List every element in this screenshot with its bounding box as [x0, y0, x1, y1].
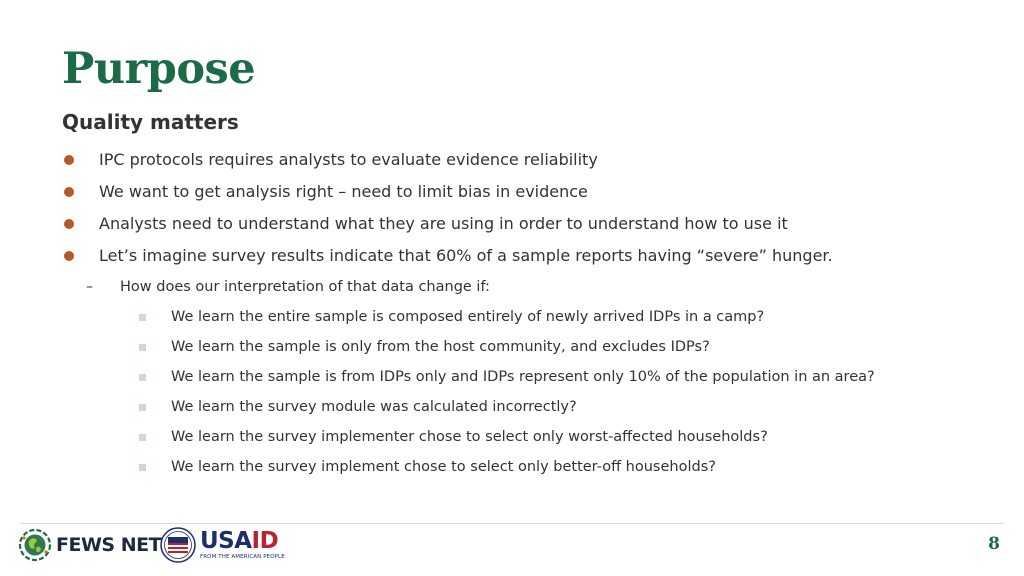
bullet-dot-icon	[64, 219, 74, 229]
fews-net-logo-text: FEWS NET	[56, 534, 162, 556]
sub-sub-bullet-item	[171, 426, 768, 448]
globe-icon	[18, 528, 52, 562]
sub-bullet-item	[86, 276, 490, 298]
slide-title: Purpose	[62, 44, 256, 94]
sub-sub-bullet-text: We learn the sample is only from the host community, and excludes IDPs?	[171, 339, 710, 355]
bullet-item	[99, 244, 833, 268]
usaid-wordmark	[200, 527, 285, 554]
square-bullet-icon	[139, 374, 146, 381]
square-bullet-icon	[139, 314, 146, 321]
square-bullet-icon	[139, 464, 146, 471]
sub-sub-bullet-item	[171, 366, 875, 388]
slide-subtitle: Quality matters	[62, 110, 239, 134]
bullet-item	[99, 180, 588, 204]
sub-sub-bullet-text: We learn the sample is from IDPs only and IDPs represent only 10% of the population in an area?	[171, 369, 875, 385]
footer-divider	[20, 523, 1004, 524]
bullet-dot-icon	[64, 155, 74, 165]
bullet-dot-icon	[64, 187, 74, 197]
bullet-item	[99, 148, 598, 172]
page-number: 8	[988, 534, 1000, 554]
usaid-logo	[160, 526, 285, 564]
dash-icon: –	[86, 279, 93, 295]
usaid-wordmark-id: ID	[251, 527, 279, 554]
sub-sub-bullet-item	[171, 336, 710, 358]
sub-sub-bullet-text: We learn the entire sample is composed entirely of newly arrived IDPs in a camp?	[171, 309, 765, 325]
square-bullet-icon	[139, 404, 146, 411]
fews-net-logo	[18, 528, 161, 562]
sub-sub-bullet-text: We learn the survey implementer chose to select only worst-affected households?	[171, 429, 768, 445]
bullet-text: Analysts need to understand what they are using in order to understand how to use it	[99, 214, 788, 233]
sub-sub-bullet-item	[171, 456, 716, 478]
sub-sub-bullet-text: We learn the survey module was calculated incorrectly?	[171, 399, 577, 415]
bullet-text: We want to get analysis right – need to limit bias in evidence	[99, 182, 588, 201]
usaid-seal-icon	[160, 527, 196, 563]
usaid-wordmark-usa: USA	[200, 527, 252, 554]
square-bullet-icon	[139, 434, 146, 441]
bullet-dot-icon	[64, 251, 74, 261]
bullet-item	[99, 212, 788, 236]
sub-sub-bullet-item	[171, 306, 764, 328]
usaid-tagline: FROM THE AMERICAN PEOPLE	[200, 553, 285, 560]
sub-bullet-text: How does our interpretation of that data change if:	[120, 279, 490, 295]
square-bullet-icon	[139, 344, 146, 351]
bullet-text: Let’s imagine survey results indicate that 60% of a sample reports having “severe” hunger.	[99, 246, 833, 265]
sub-sub-bullet-text: We learn the survey implement chose to select only better-off households?	[171, 459, 716, 475]
bullet-text: IPC protocols requires analysts to evaluate evidence reliability	[99, 150, 598, 169]
sub-sub-bullet-item	[171, 396, 577, 418]
